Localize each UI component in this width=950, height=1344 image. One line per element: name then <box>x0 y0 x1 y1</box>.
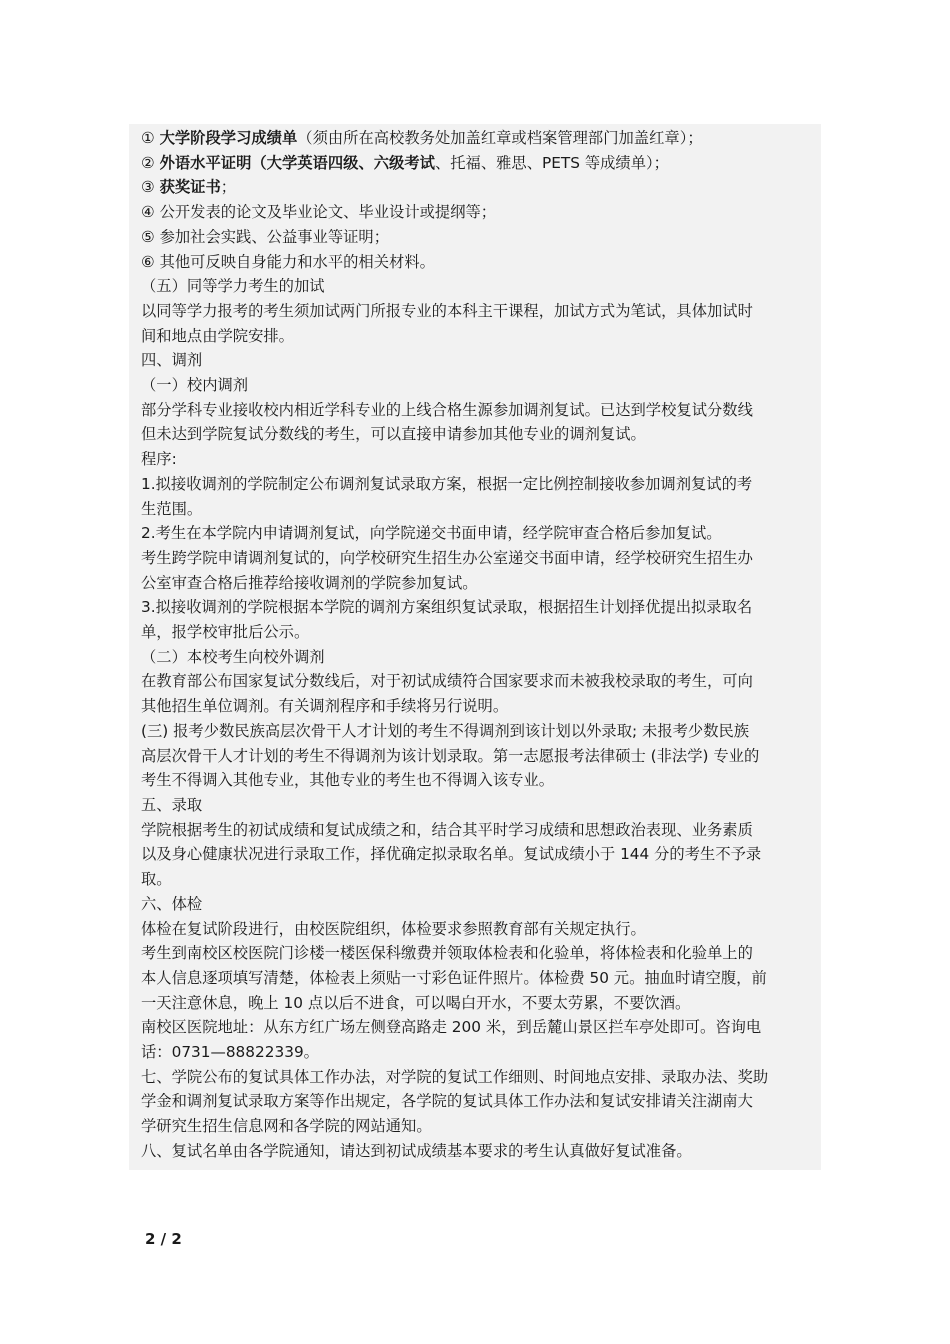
section-subheading: （五）同等学力考生的加试 <box>141 277 325 296</box>
text-line: ② 外语水平证明（大学英语四级、六级考试、托福、雅思、PETS 等成绩单）； <box>141 153 669 172</box>
text-line: 南校区医院地址：从东方红广场左侧登高路走 200 米，到岳麓山景区拦车亭处即可。咨询电 <box>141 1018 762 1037</box>
text-line: 八、复试名单由各学院通知，请达到初试成绩基本要求的考生认真做好复试准备。 <box>141 1141 692 1160</box>
text-line: ① 大学阶段学习成绩单（须由所在高校教务处加盖红章或档案管理部门加盖红章）； <box>141 129 703 147</box>
text-line: 公室审查合格后推荐给接收调剂的学院参加复试。 <box>141 573 478 592</box>
text-line: 1.拟接收调剂的学院制定公布调剂复试录取方案，根据一定比例控制接收参加调剂复试的考 <box>141 474 753 493</box>
text-line: 生范围。 <box>141 499 203 518</box>
text-line: (三) 报考少数民族高层次骨干人才计划的考生不得调剂到该计划以外录取; 未报考少数民族 <box>141 721 750 740</box>
text-line: 程序: <box>141 450 177 469</box>
text-line: 话：0731—88822339。 <box>141 1043 319 1062</box>
text-line: 以同等学力报考的考生须加试两门所报专业的本科主干课程，加试方式为笔试，具体加试时 <box>141 301 753 320</box>
text-line: 考生跨学院申请调剂复试的，向学校研究生招生办公室递交书面申请，经学校研究生招生办 <box>141 548 753 567</box>
text-line: ⑤ 参加社会实践、公益事业等证明； <box>141 227 390 246</box>
section-heading: 五、录取 <box>141 795 203 814</box>
text-line: ④ 公开发表的论文及毕业论文、毕业设计或提纲等； <box>141 203 497 222</box>
text-line: 3.拟接收调剂的学院根据本学院的调剂方案组织复试录取，根据招生计划择优提出拟录取名 <box>141 598 753 617</box>
text-line: 本人信息逐项填写清楚，体检表上须贴一寸彩色证件照片。体检费 50 元。抽血时请空腹，前 <box>141 968 767 987</box>
text-line: ⑥ 其他可反映自身能力和水平的相关材料。 <box>141 252 435 271</box>
text-line: 学金和调剂复试录取方案等作出规定，各学院的复试具体工作办法和复试安排请关注湖南大 <box>141 1092 753 1111</box>
text-line: 学研究生招生信息网和各学院的网站通知。 <box>141 1117 432 1136</box>
text-line: 学院根据考生的初试成绩和复试成绩之和，结合其平时学习成绩和思想政治表现、业务素质 <box>141 820 753 839</box>
text-line: 以及身心健康状况进行录取工作，择优确定拟录取名单。复试成绩小于 144 分的考生不予录 <box>141 845 762 864</box>
text-line: ③ 获奖证书； <box>141 178 237 197</box>
section-heading: 六、体检 <box>141 894 203 913</box>
text-line: 高层次骨干人才计划的考生不得调剂为该计划录取。第一志愿报考法律硕士 (非法学) 专业的 <box>141 746 760 765</box>
text-line: 间和地点由学院安排。 <box>141 326 294 345</box>
text-line: 取。 <box>141 870 172 889</box>
document-body <box>129 124 821 1170</box>
text-line: 但未达到学院复试分数线的考生，可以直接申请参加其他专业的调剂复试。 <box>141 425 646 444</box>
text-line: 体检在复试阶段进行，由校医院组织，体检要求参照教育部有关规定执行。 <box>141 919 646 938</box>
section-subheading: （二）本校考生向校外调剂 <box>141 647 325 666</box>
text-line: 2.考生在本学院内申请调剂复试，向学院递交书面申请，经学院审查合格后参加复试。 <box>141 524 722 543</box>
text-line: 一天注意休息，晚上 10 点以后不进食，可以喝白开水，不要太劳累，不要饮酒。 <box>141 993 691 1012</box>
text-line: 考生不得调入其他专业，其他专业的考生也不得调入该专业。 <box>141 771 555 790</box>
text-line: 部分学科专业接收校内相近学科专业的上线合格生源参加调剂复试。已达到学校复试分数线 <box>141 400 753 419</box>
section-heading: 四、调剂 <box>141 351 203 370</box>
section-subheading: （一）校内调剂 <box>141 376 249 395</box>
text-line: 在教育部公布国家复试分数线后，对于初试成绩符合国家要求而未被我校录取的考生，可向 <box>141 672 753 691</box>
text-line: 单，报学校审批后公示。 <box>141 623 310 642</box>
text-line: 考生到南校区校医院门诊楼一楼医保科缴费并领取体检表和化验单，将体检表和化验单上的 <box>141 944 753 963</box>
text-line: 其他招生单位调剂。有关调剂程序和手续将另行说明。 <box>141 697 509 716</box>
text-line: 七、学院公布的复试具体工作办法，对学院的复试工作细则、时间地点安排、录取办法、奖助 <box>141 1067 769 1086</box>
page-number: 2 / 2 <box>145 1230 182 1248</box>
